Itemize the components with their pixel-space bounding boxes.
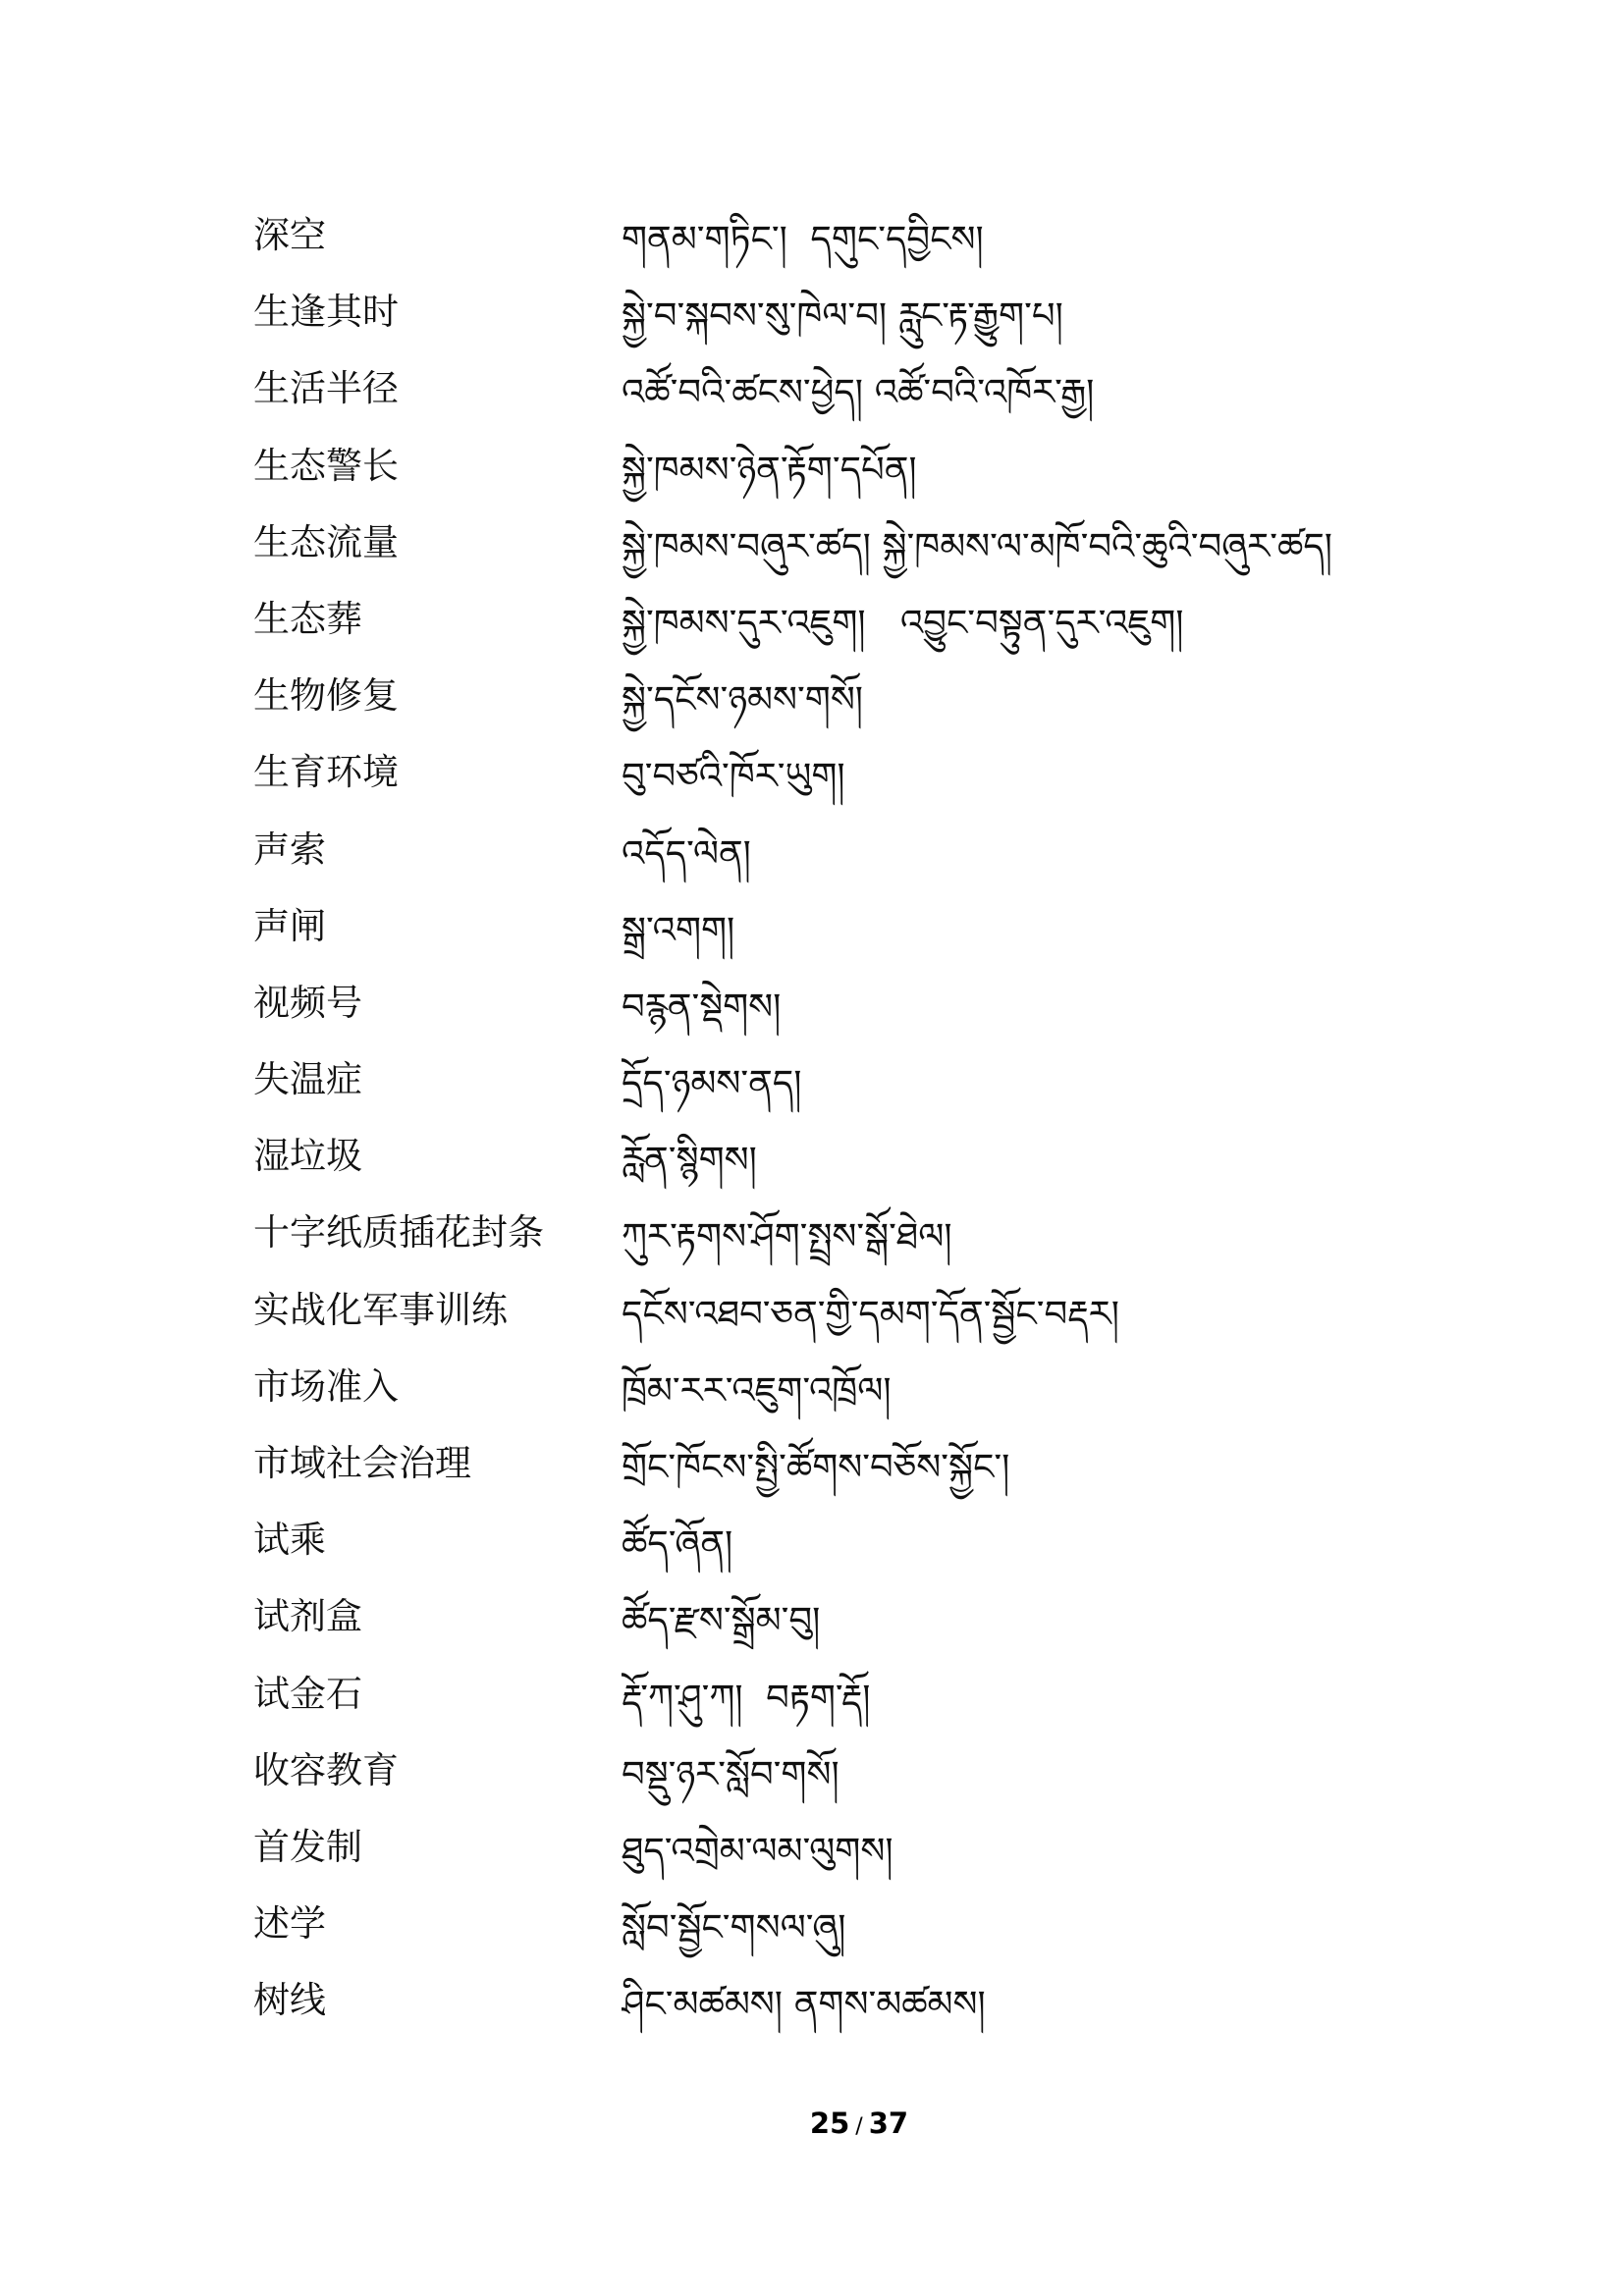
glossary-row [0,888,1624,965]
chinese-term: 失温症 [253,1058,362,1101]
glossary-row [0,1272,1624,1349]
chinese-term: 试金石 [253,1672,362,1715]
tibetan-translation: ཚོད་ཞོན། [622,1522,733,1566]
tibetan-translation: འདོད་ལེན། [622,831,751,875]
glossary-row [0,1733,1624,1809]
chinese-term: 湿垃圾 [253,1135,362,1178]
tibetan-translation: རྡོ་ཀ་ཤུ་ཀ། བརྟག་རྡོ། [622,1676,871,1719]
current-page-number: 25 [809,2107,850,2140]
chinese-term: 市场准入 [253,1364,399,1408]
tibetan-translation: སྐྱེ་ཁམས་དུར་འཇུག། འབྱུང་བསྟུན་དུར་འཇུག། [622,601,1184,644]
tibetan-translation: སྐྱེ་དངོས་ཉམས་གསོ། [622,678,864,721]
tibetan-translation: སྐྱེ་བ་སྐབས་སུ་ཁེལ་བ། རླུང་རྟ་རྒྱུག་པ། [622,294,1063,338]
tibetan-translation: སྒྲ་འགག། [622,908,735,951]
tibetan-translation: སློབ་སྦྱོང་གསལ་ཞུ། [622,1906,846,1949]
tibetan-translation: སྐྱེ་ཁམས་ཉེན་རྟོག་དཔོན། [622,448,917,491]
glossary-row [0,1578,1624,1655]
glossary-row [0,505,1624,581]
glossary-row [0,1886,1624,1962]
page-number [781,2104,938,2147]
glossary-row [0,1195,1624,1271]
tibetan-translation: ཚོད་རྫས་སྒྲོམ་བུ། [622,1599,821,1642]
chinese-term: 生逢其时 [253,291,399,334]
glossary-row [0,1809,1624,1886]
tibetan-translation: ཐུད་འགྲེམ་ལམ་ལུགས། [622,1829,893,1872]
page-number-separator: / [855,2114,863,2139]
tibetan-translation: གནམ་གཏིང་། དགུང་དབྱིངས། [622,218,984,260]
glossary-row [0,581,1624,658]
tibetan-translation: ཤིང་མཚམས། ནགས་མཚམས། [622,1983,986,2026]
chinese-term: 收容教育 [253,1748,399,1791]
tibetan-translation: འཚོ་བའི་ཚངས་ཕྱེད། འཚོ་བའི་འཁོར་རྒྱ། [622,371,1095,414]
glossary-list [0,197,1624,2040]
tibetan-translation: སྐྱེ་ཁམས་བཞུར་ཚད། སྐྱེ་ཁམས་ལ་མཁོ་བའི་ཆུའི་བཞུར་ཚད། [622,524,1332,567]
chinese-term: 述学 [253,1902,326,1946]
chinese-term: 视频号 [253,981,362,1024]
tibetan-translation: བརྙན་སྡེགས། [622,985,782,1028]
tibetan-translation: ཁྲོམ་རར་འཇུག་འཁྲོལ། [622,1368,892,1412]
chinese-term: 生育环境 [253,751,399,794]
chinese-term: 生活半径 [253,367,399,410]
chinese-term: 十字纸质插花封条 [253,1211,544,1255]
chinese-term: 深空 [253,214,326,256]
glossary-row [0,812,1624,888]
chinese-term: 树线 [253,1979,326,2022]
total-page-count: 37 [868,2107,909,2140]
glossary-row [0,274,1624,350]
chinese-term: 实战化军事训练 [253,1288,508,1331]
chinese-term: 生态警长 [253,444,399,487]
tibetan-translation: ཀུར་རྟགས་ཤོག་སྤྲས་སྒོ་ཐེལ། [622,1215,952,1258]
chinese-term: 试乘 [253,1519,326,1562]
tibetan-translation: དྲོད་ཉམས་ནད། [622,1062,802,1105]
chinese-term: 生态流量 [253,520,399,563]
tibetan-translation: གྲོང་ཁོངས་སྤྱི་ཚོགས་བཅོས་སྐྱོང་། [622,1446,1010,1488]
glossary-row [0,734,1624,811]
tibetan-translation: བསྡུ་ཉར་སློབ་གསོ། [622,1752,839,1795]
chinese-term: 声闸 [253,904,326,947]
chinese-term: 声索 [253,828,326,871]
glossary-row [0,428,1624,505]
glossary-row [0,1962,1624,2039]
tibetan-translation: རློན་སྙིགས། [622,1139,757,1182]
glossary-row [0,1118,1624,1195]
chinese-term: 试剂盒 [253,1595,362,1638]
glossary-row [0,1349,1624,1425]
glossary-row [0,1502,1624,1578]
chinese-term: 生态葬 [253,597,362,640]
tibetan-translation: བུ་བཙའི་ཁོར་ཡུག། [622,755,845,798]
glossary-row [0,1656,1624,1733]
glossary-row [0,965,1624,1041]
glossary-row [0,197,1624,274]
glossary-row [0,1041,1624,1118]
glossary-row [0,1425,1624,1502]
chinese-term: 生物修复 [253,674,399,718]
tibetan-translation: དངོས་འཐབ་ཅན་གྱི་དམག་དོན་སྦྱོང་བརྡར། [622,1292,1119,1335]
glossary-row [0,658,1624,734]
glossary-row [0,350,1624,427]
chinese-term: 市域社会治理 [253,1442,471,1484]
chinese-term: 首发制 [253,1825,362,1868]
